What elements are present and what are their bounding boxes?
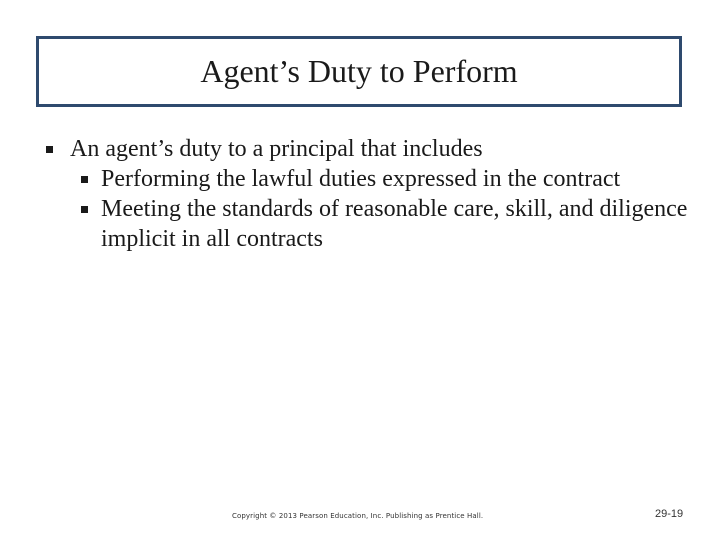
- square-bullet-icon: [46, 146, 53, 153]
- copyright-notice: Copyright © 2013 Pearson Education, Inc. Publishing as Prentice Hall.: [232, 512, 484, 520]
- sub-bullet-text: Meeting the standards of reasonable care, skill, and diligence implicit in all contracts: [101, 196, 688, 252]
- square-bullet-icon: [81, 206, 88, 213]
- bullet-text: An agent’s duty to a principal that includes: [70, 136, 483, 162]
- square-bullet-icon: [81, 176, 88, 183]
- sub-bullet-text: Performing the lawful duties expressed in the contract: [101, 166, 621, 192]
- bullet-item: [40, 134, 690, 164]
- bullet-list: [40, 134, 690, 254]
- sub-bullet-item: [101, 194, 690, 254]
- page-number: 29-19: [655, 508, 684, 520]
- sub-bullet-item: [101, 164, 690, 194]
- title-box: [36, 36, 682, 107]
- slide-title: Agent’s Duty to Perform: [200, 53, 518, 89]
